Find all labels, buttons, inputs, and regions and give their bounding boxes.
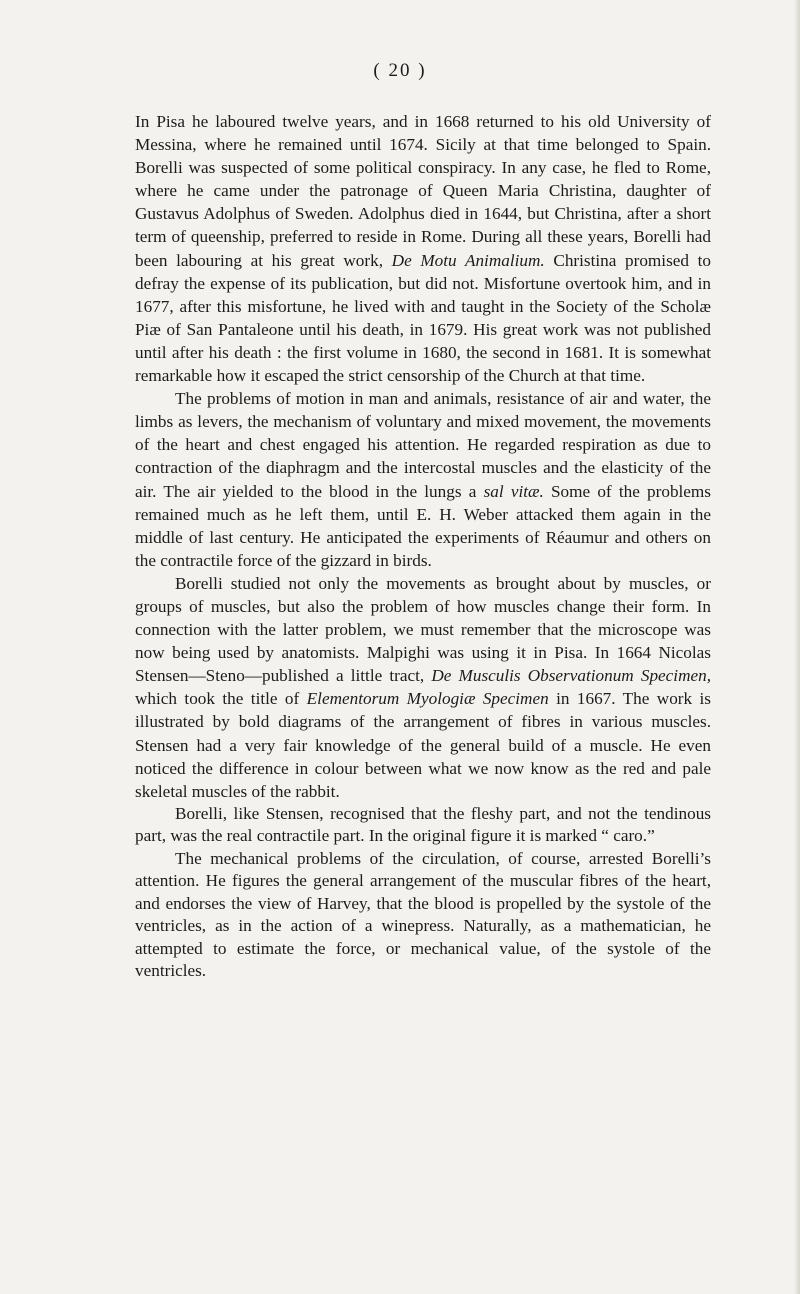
paragraph-5 bbox=[135, 848, 711, 983]
text-segment: The mechanical problems of the circulation, of course, arrested Borelli’s attention. He figures the general arrangement of the muscular fibres of the heart, and endorses the view of Harvey, that the blood is propelled by the systole of the ventricles, as in the action of a winepress. Naturally, as a mathematician, he attempted to estimate the force, or mechanical value, of the systole of the ventricles. bbox=[135, 848, 711, 981]
italic-title-elementorum: Elementorum Myologiæ Specimen bbox=[306, 689, 549, 709]
paragraph-3 bbox=[135, 572, 711, 803]
page-number: ( 20 ) bbox=[373, 60, 427, 81]
paragraph-4 bbox=[135, 803, 711, 848]
text-segment: In Pisa he laboured twelve years, and in 1668 returned to his old University of Messina, where he remained until 1674. Sicily at that time belonged to Spain. Borelli was suspected of some political conspiracy. In any case, he fled to Rome, where he came under the patronage of Queen Maria Christina, daughter of Gustavus Adolphus of Sweden. Adolphus died in 1644, but Christina, after a short term of queenship, preferred to reside in Rome. During all these years, Borelli had been labouring at his great work, bbox=[135, 112, 711, 270]
italic-term-sal-vitae: sal vitæ. bbox=[483, 481, 544, 501]
text-segment: Borelli studied not only the movements as brought about by muscles, or groups of muscles, but also the problem of how muscles change their form. In connection with the latter problem, we must remember that the microscope was now being used by anatomists. Malpighi was using it in Pisa. In 1664 Nicolas Stensen—Steno—published a little tract, bbox=[135, 573, 711, 686]
paragraph-2 bbox=[135, 387, 711, 572]
text-segment: Some of the problems remained much as he left them, until E. H. Weber attacked them again in the middle of last century. He anticipated the experiments of Réaumur and others on the contractile force of the gizzard in birds. bbox=[135, 481, 711, 570]
text-segment: Borelli, like Stensen, recognised that the fleshy part, and not the tendinous part, was the real contractile part. In the original figure it is marked “ caro.” bbox=[135, 803, 711, 846]
italic-title-de-motu-animalium: De Motu Animalium. bbox=[391, 250, 545, 270]
paragraph-1 bbox=[135, 110, 711, 387]
italic-title-de-musculis: De Musculis Observationum Specimen, bbox=[431, 666, 712, 686]
text-segment: which took the title of bbox=[135, 689, 307, 709]
text-segment: in 1667. The work is illustrated by bold diagrams of the arrangement of fibres in various muscles. Stensen had a very fair knowledge of the general build of a muscle. He even noticed the difference in colour between what we now know as the red and pale skeletal muscles of the rabbit. bbox=[135, 689, 711, 801]
body-text bbox=[135, 110, 711, 983]
text-segment: Christina promised to defray the expense of its publication, but did not. Misfortune overtook him, and in 1677, after this misfortune, he lived with and taught in the Society of the Scholæ Piæ of San Pantaleone until his death, in 1679. His great work was not published until after his death : the first volume in 1680, the second in 1681. It is somewhat remarkable how it escaped the strict censorship of the Church at that time. bbox=[135, 250, 712, 386]
scan-edge-shadow bbox=[794, 0, 800, 1294]
text-segment: The problems of motion in man and animals, resistance of air and water, the limbs as levers, the mechanism of voluntary and mixed movement, the movements of the heart and chest engaged his attention. He regarded respiration as due to contraction of the diaphragm and the intercostal muscles and the elasticity of the air. The air yielded to the blood in the lungs a bbox=[135, 389, 711, 501]
